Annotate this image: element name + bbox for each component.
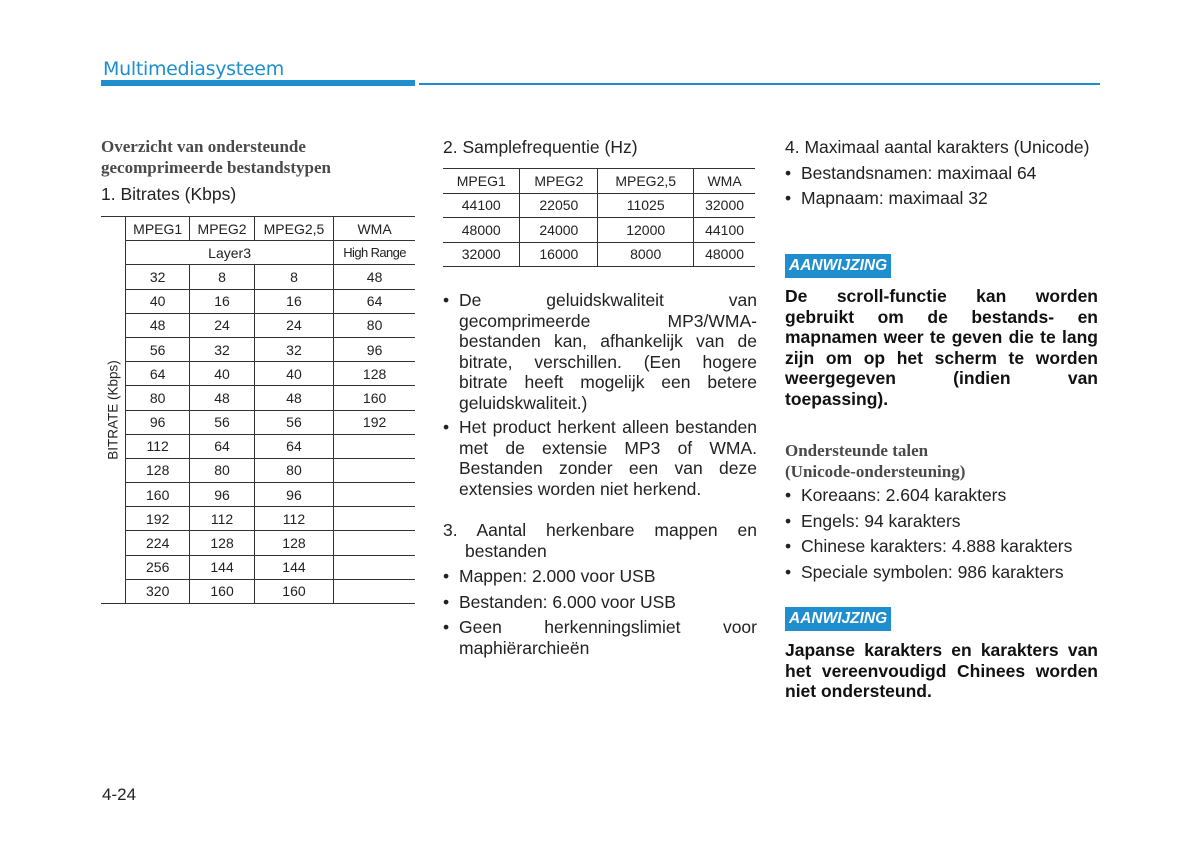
lang-symbols: • Speciale symbolen: 986 karakters [785,562,1098,583]
table-cell: 32 [190,337,254,361]
table-cell: 112 [126,434,190,458]
table-cell: 48 [126,313,190,337]
table-cell: 96 [254,483,333,507]
bitrate-side-label: BITRATE (Kbps) [105,360,121,460]
languages-list [785,485,1098,582]
table-cell: 48 [190,386,254,410]
note2-text: Japanse karakters en karakters van het vereenvoudigd Chinees worden niet ondersteund. [785,640,1098,701]
col-header-mpeg1: MPEG1 [126,217,190,241]
table-cell: 44100 [443,193,520,218]
table-row [101,289,415,313]
table-cell [334,507,415,531]
table-cell: 48000 [443,218,520,243]
table-cell: 8 [190,265,254,289]
table-cell: 112 [190,507,254,531]
table-cell: 40 [254,362,333,386]
right-text [785,137,1098,209]
table-cell: 8000 [598,242,694,267]
table-cell: 112 [254,507,333,531]
table-cell: 22050 [520,193,598,218]
table-cell: 48 [334,265,415,289]
languages-heading-line2: (Unicode-ondersteuning) [785,462,966,481]
table-cell: 128 [334,362,415,386]
col-header-wma: WMA [694,169,755,194]
header-bar-thick [101,80,415,86]
table-cell: 44100 [694,218,755,243]
table-cell: 11025 [598,193,694,218]
col-header-wma: WMA [334,217,415,241]
bullet-foldername: • Mapnaam: maximaal 32 [785,188,1098,209]
table-cell: 128 [126,458,190,482]
table-cell: 160 [190,579,254,603]
bullet-filenames: • Bestandsnamen: maximaal 64 [785,163,1098,184]
max-chars-title: 4. Maximaal aantal karakters (Unicode) [785,137,1090,157]
col-header-mpeg1: MPEG1 [443,169,520,194]
bullet-quality: • De geluidskwaliteit van gecomprimeerde MP3/WMA-bestanden kan, afhankelijk van de bitrate, verschillen. (Een hogere bitrate heeft mogelijk een betere geluidskwaliteit.) [443,290,757,413]
table-row [101,265,415,289]
table-cell [334,458,415,482]
table-cell: 80 [190,458,254,482]
table-cell: 32 [126,265,190,289]
col-header-mpeg2: MPEG2 [520,169,598,194]
table-row [101,337,415,361]
lang-chinese: • Chinese karakters: 4.888 karakters [785,536,1098,557]
layer-cell: Layer3 [126,241,334,265]
table-row [443,193,755,218]
col-header-mpeg25: MPEG2,5 [598,169,694,194]
table-cell: 32000 [694,193,755,218]
table-cell: 80 [254,458,333,482]
left-heading-line1: Overzicht van ondersteunde [101,137,306,156]
table-cell: 40 [190,362,254,386]
table-cell: 32000 [443,242,520,267]
table-cell: 12000 [598,218,694,243]
table-cell: 160 [334,386,415,410]
header-bar-thin [419,83,1100,85]
table-cell [334,579,415,603]
table-cell: 40 [126,289,190,313]
table-cell: 256 [126,555,190,579]
table-cell: 16 [254,289,333,313]
table-cell: 24 [254,313,333,337]
sample-title: 2. Samplefrequentie (Hz) [443,137,638,157]
table-row [101,386,415,410]
table-cell [334,531,415,555]
bitrates-title: 1. Bitrates (Kbps) [101,184,237,204]
table-cell: 144 [190,555,254,579]
table-row [101,458,415,482]
table-row [101,483,415,507]
table-row [101,555,415,579]
languages-heading [785,440,1098,482]
table-cell: 64 [126,362,190,386]
table-cell: 128 [254,531,333,555]
table-row [443,218,755,243]
left-heading-line2: gecomprimeerde bestandstypen [101,158,331,177]
table-cell: 64 [190,434,254,458]
folders-title: 3. Aantal herkenbare mappen en bestanden [443,520,757,561]
high-range-cell: High Range [334,241,415,265]
note1-label: AANWIJZING [785,254,891,278]
table-row [443,169,755,194]
table-cell: 8 [254,265,333,289]
bullet-files: • Bestanden: 6.000 voor USB [443,592,757,613]
col-header-mpeg25: MPEG2,5 [254,217,333,241]
table-cell: 128 [190,531,254,555]
table-row [101,217,415,241]
languages-heading-line1: Ondersteunde talen [785,441,929,460]
table-cell: 144 [254,555,333,579]
table-cell: 32 [254,337,333,361]
table-cell: 160 [126,483,190,507]
table-cell: 56 [126,337,190,361]
table-cell: 48 [254,386,333,410]
bullet-folders: • Mappen: 2.000 voor USB [443,566,757,587]
table-row [101,313,415,337]
left-heading [101,136,421,178]
table-row [101,507,415,531]
table-cell: 192 [126,507,190,531]
bitrate-table [101,216,415,604]
bitrate-side-cell [101,217,126,604]
table-cell: 80 [334,313,415,337]
note1-text: De scroll-functie kan worden gebruikt om de bestands- en mapnamen weer te geven die te lang zijn om op het scherm te worden weergegeven (indien van toepassing). [785,286,1098,409]
page-number: 4-24 [102,785,137,804]
table-cell: 24 [190,313,254,337]
table-cell: 56 [254,410,333,434]
middle-text [443,290,757,658]
note2-label: AANWIJZING [785,607,891,631]
table-cell: 192 [334,410,415,434]
table-cell: 64 [334,289,415,313]
table-cell [334,483,415,507]
table-row [101,362,415,386]
table-cell: 96 [334,337,415,361]
table-row [101,410,415,434]
lang-korean: • Koreaans: 2.604 karakters [785,485,1098,506]
table-row [101,531,415,555]
table-cell: 320 [126,579,190,603]
table-cell: 16 [190,289,254,313]
table-cell: 80 [126,386,190,410]
table-cell: 160 [254,579,333,603]
table-cell: 16000 [520,242,598,267]
table-cell [334,555,415,579]
table-cell: 224 [126,531,190,555]
table-cell [334,434,415,458]
bullet-extension: • Het product herkent alleen bestanden met de extensie MP3 of WMA. Bestanden zonder een van deze extensies worden niet herkend. [443,417,757,499]
table-cell: 48000 [694,242,755,267]
table-cell: 56 [190,410,254,434]
table-row [101,579,415,603]
header-title: Multimediasysteem [103,58,284,80]
sample-table [443,168,755,267]
table-cell: 24000 [520,218,598,243]
table-cell: 96 [190,483,254,507]
table-row [443,242,755,267]
col-header-mpeg2: MPEG2 [190,217,254,241]
lang-english: • Engels: 94 karakters [785,511,1098,532]
bullet-hierarchy: • Geen herkenningslimiet voor maphiërarchieën [443,617,757,658]
table-cell: 96 [126,410,190,434]
table-row [101,241,415,265]
table-row [101,434,415,458]
table-cell: 64 [254,434,333,458]
